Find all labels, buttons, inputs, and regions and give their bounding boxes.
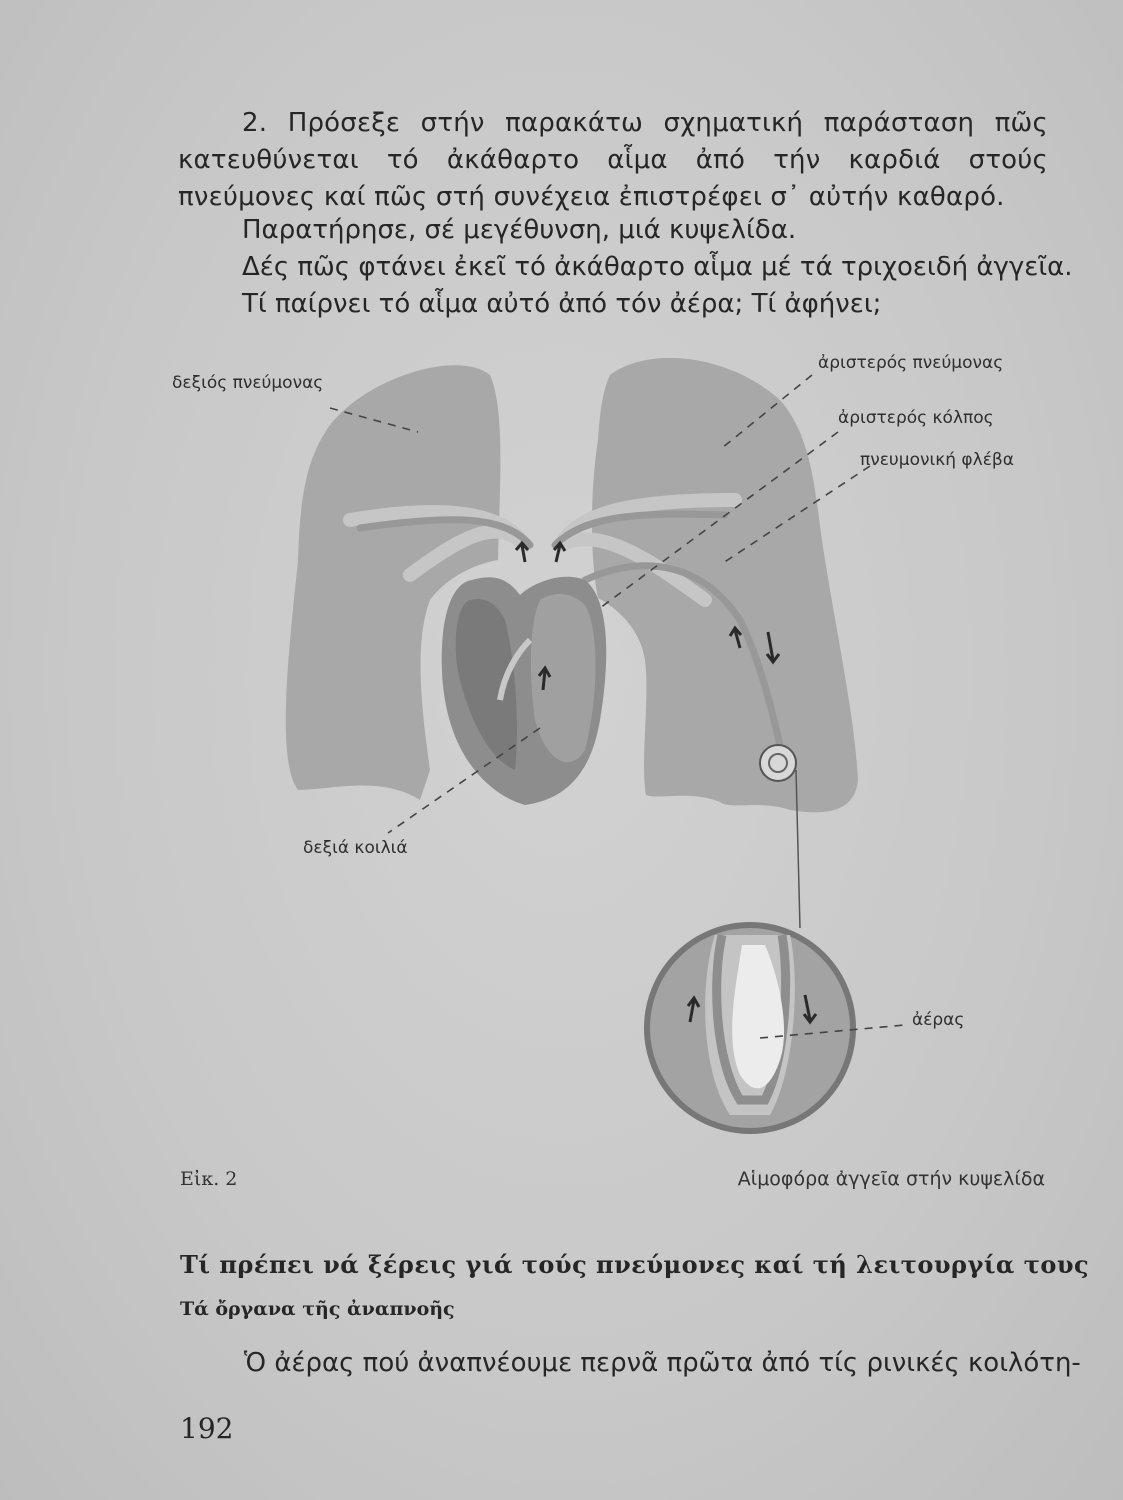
label-air: ἀέρας xyxy=(912,1010,965,1030)
label-pulmonary-vein: πνευμονική φλέβα xyxy=(860,450,1014,470)
instruction-line-observe: Παρατήρησε, σέ μεγέθυνση, μιά κυψελίδα. xyxy=(242,215,797,245)
figure-caption: Αἱμοφόρα ἀγγεῖα στήν κυψελίδα xyxy=(737,1168,1045,1190)
section-subheading: Τά ὄργανα τῆς ἀναπνοῆς xyxy=(180,1298,455,1320)
figure-number: Εἰκ. 2 xyxy=(180,1168,238,1190)
section-heading: Τί πρέπει νά ξέρεις γιά τούς πνεύμονες καί τή λειτουργία τους xyxy=(180,1250,1090,1279)
label-left-lung: ἀριστερός πνεύμονας xyxy=(818,353,1004,373)
instruction-line-capillaries: Δές πῶς φτάνει ἐκεῖ τό ἀκάθαρτο αἷμα μέ τά τριχοειδή ἀγγεῖα. xyxy=(242,252,1073,282)
label-left-atrium: ἀριστερός κόλπος xyxy=(838,408,994,428)
instruction-paragraph: 2. Πρόσεξε στήν παρακάτω σχηματική παράσταση πῶς κατευθύνεται τό ἀκάθαρτο αἷμα ἀπό τήν καρδιά στούς πνεύμονες καί πῶς στή συνέχεια ἐπιστρέφει σ᾽ αὐτήν καθαρό. xyxy=(178,108,1048,212)
label-right-ventricle: δεξιά κοιλιά xyxy=(303,838,408,858)
page-number: 192 xyxy=(180,1412,234,1445)
label-right-lung: δεξιός πνεύμονας xyxy=(172,373,324,393)
body-text-line: Ὁ ἀέρας πού ἀναπνέουμε περνᾶ πρῶτα ἀπό τίς ρινικές κοιλότη- xyxy=(244,1348,1081,1378)
instruction-line-question: Τί παίρνει τό αἷμα αὐτό ἀπό τόν ἀέρα; Τί ἀφήνει; xyxy=(242,289,882,319)
